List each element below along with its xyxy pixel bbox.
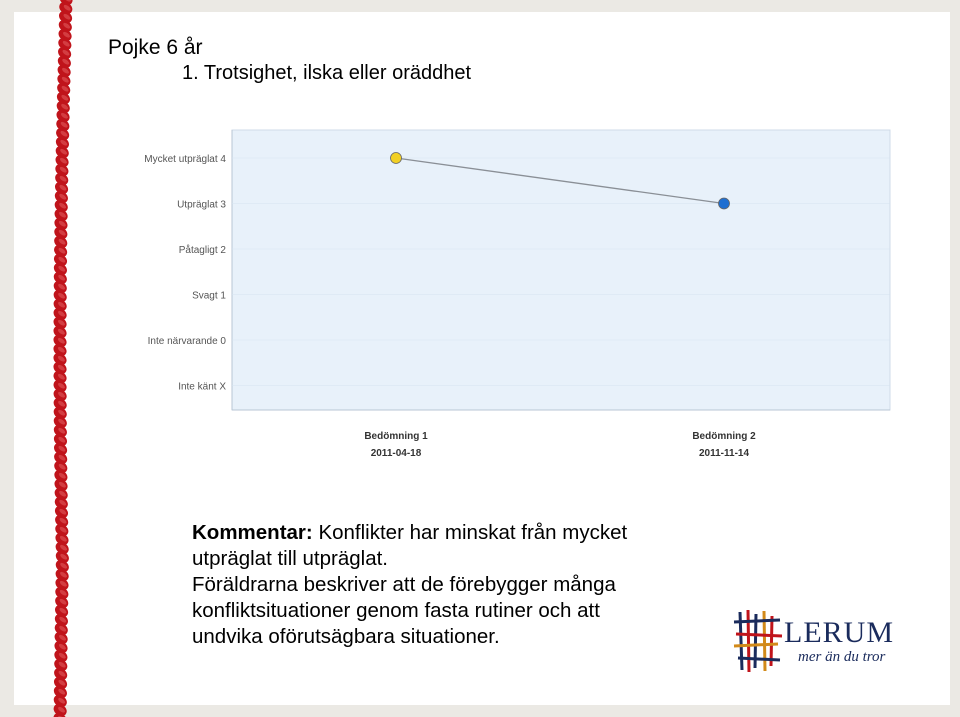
- comment-line-3: Föräldrarna beskriver att de förebygger många: [192, 573, 616, 596]
- plot-area: [232, 130, 890, 410]
- x-tick-label: Bedömning 2: [692, 431, 756, 442]
- comment-line-2: utpräglat till utpräglat.: [192, 547, 389, 570]
- logo-tagline: mer än du tror: [798, 649, 886, 665]
- y-tick-label: Svagt 1: [192, 290, 226, 302]
- lerum-emblem-icon: [732, 608, 784, 674]
- comment-line-5: undvika oförutsägbara situationer.: [192, 625, 500, 648]
- comment-line-4: konfliktsituationer genom fasta rutiner och att: [192, 599, 600, 622]
- y-tick-label: Inte närvarande 0: [147, 336, 226, 347]
- data-point: [719, 198, 730, 209]
- x-tick-date: 2011-04-18: [370, 448, 422, 459]
- assessment-chart: [110, 120, 900, 460]
- slide-title: Pojke 6 år: [108, 36, 203, 59]
- logo-name: LERUM: [784, 616, 894, 649]
- y-tick-label: Påtagligt 2: [178, 245, 226, 256]
- slide-subtitle: 1. Trotsighet, ilska eller oräddhet: [182, 62, 472, 84]
- x-tick-label: Bedömning 1: [364, 431, 428, 442]
- x-tick-date: 2011-11-14: [698, 448, 750, 459]
- red-rope-decoration: [26, 0, 82, 717]
- y-tick-label: Mycket utpräglat 4: [144, 154, 226, 165]
- comment-text: [192, 520, 712, 650]
- y-tick-label: Inte känt X: [178, 381, 226, 393]
- comment-label: Kommentar:: [192, 521, 313, 544]
- data-point: [391, 153, 402, 164]
- comment-line-1: [192, 520, 712, 546]
- comment-line-1-rest: Konflikter har minskat från mycket: [312, 521, 628, 544]
- lerum-logo: [732, 608, 922, 678]
- y-tick-label: Utpräglat 3: [177, 199, 226, 211]
